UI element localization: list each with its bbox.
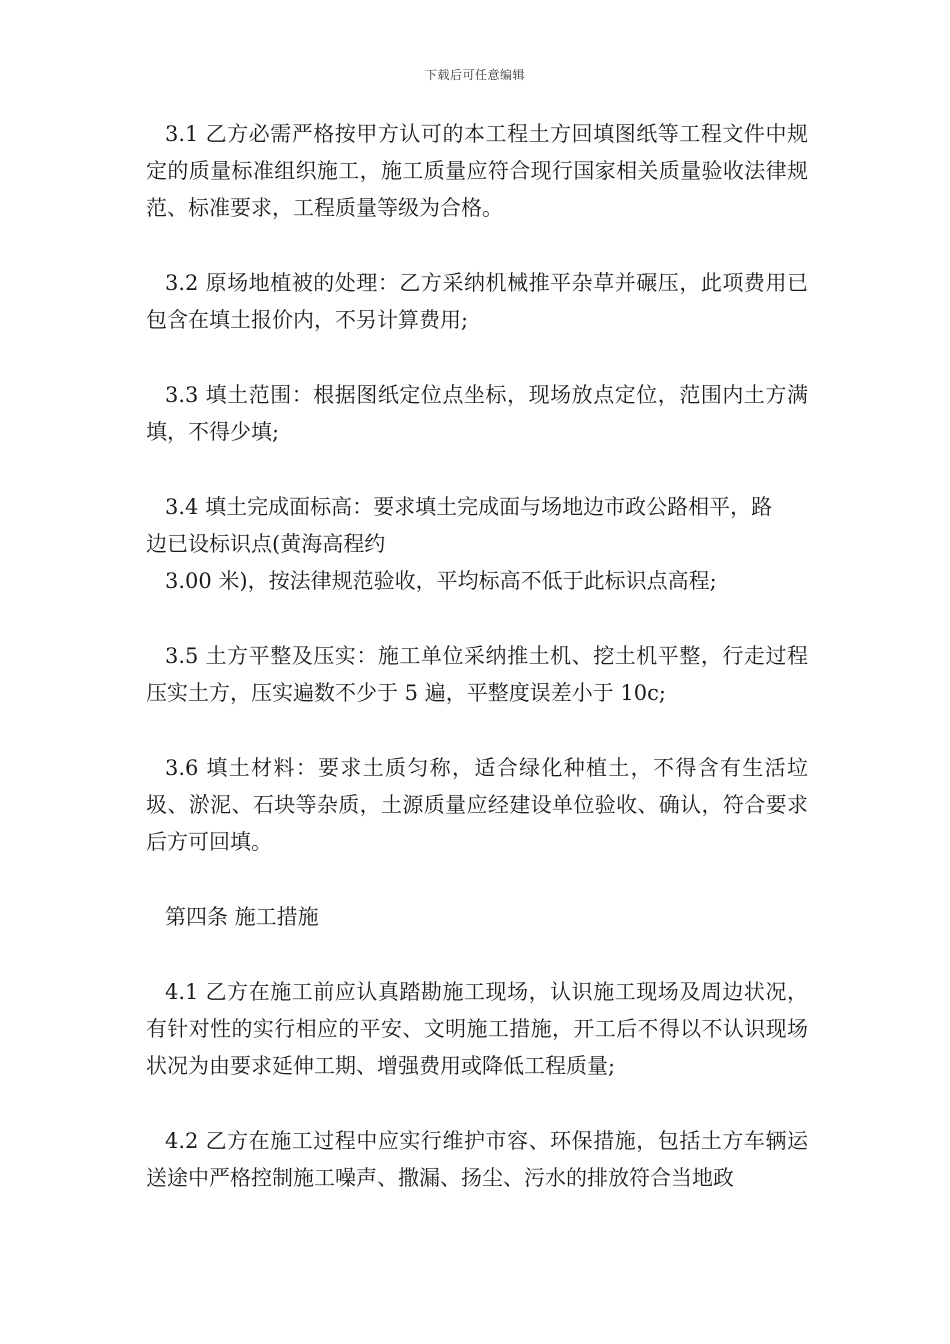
clause-3-3: 3.3 填土范围：根据图纸定位点坐标，现场放点定位，范围内土方满填，不得少填; [146,383,808,444]
clause-4-2: 4.2 乙方在施工过程中应实行维护市容、环保措施，包括土方车辆运送途中严格控制施工噪声、撒漏、扬尘、污水的排放符合当地政 [146,1129,808,1190]
clause-4-1: 4.1 乙方在施工前应认真踏勘施工现场，认识施工现场及周边状况，有针对性的实行相应的平安、文明施工措施，开工后不得以不认识现场状况为由要求延伸工期、增强费用或降低工程质量; [146,980,808,1078]
clause-3-1: 3.1 乙方必需严格按甲方认可的本工程土方回填图纸等工程文件中规定的质量标准组织施工，施工质量应符合现行国家相关质量验收法律规范、标准要求，工程质量等级为合格。 [146,122,808,220]
clause-3-4-line-3: 3.00 米)，按法律规范验收，平均标高不低于此标识点高程; [165,569,717,593]
clause-3-5: 3.5 土方平整及压实：施工单位采纳推土机、挖土机平整，行走过程压实土方，压实遍数不少于 5 遍，平整度误差小于 10c; [146,644,808,705]
clause-3-6: 3.6 填土材料：要求土质匀称，适合绿化种植土，不得含有生活垃圾、淤泥、石块等杂质，土源质量应经建设单位验收、确认，符合要求后方可回填。 [146,756,808,854]
clause-3-4-line-1: 3.4 填土完成面标高：要求填土完成面与场地边市政公路相平，路 [165,495,773,519]
document-body [146,116,808,1235]
clause-3-4 [146,489,808,600]
header-note: 下载后可任意编辑 [424,68,525,82]
section-4-title: 第四条 施工措施 [165,905,319,929]
clause-3-2: 3.2 原场地植被的处理：乙方采纳机械推平杂草并碾压，此项费用已包含在填土报价内，不另计算费用; [146,271,808,332]
clause-3-4-line-2: 边已设标识点(黄海高程约 [146,532,386,556]
